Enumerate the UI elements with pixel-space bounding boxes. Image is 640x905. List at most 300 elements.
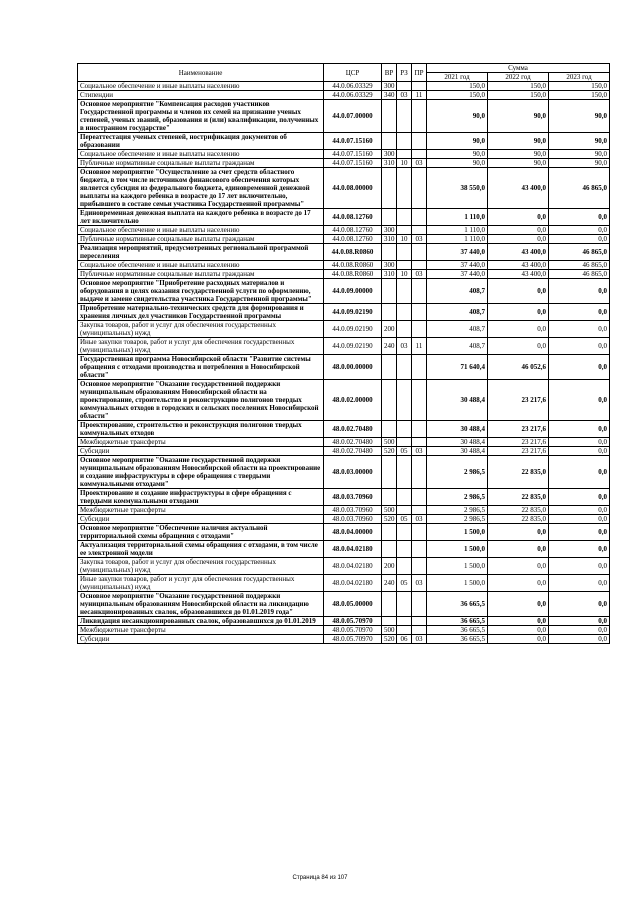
cell-sum-2021: 408,7 xyxy=(427,304,488,321)
cell-sum-2022: 90,0 xyxy=(488,159,549,168)
table-row xyxy=(78,150,610,159)
cell-rz xyxy=(397,592,412,617)
cell-sum-2022: 43 400,0 xyxy=(488,244,549,261)
cell-pr xyxy=(412,304,427,321)
cell-csr: 48.0.03.70960 xyxy=(324,489,382,506)
cell-vr: 310 xyxy=(382,270,397,279)
cell-pr xyxy=(412,244,427,261)
cell-rz xyxy=(397,421,412,438)
cell-name: Актуализация территориальной схемы обращения с отходами, в том числе ее электронной модели xyxy=(78,541,324,558)
cell-sum-2022: 0,0 xyxy=(488,209,549,226)
cell-name: Субсидии xyxy=(78,447,324,456)
cell-rz xyxy=(397,438,412,447)
cell-sum-2021: 1 500,0 xyxy=(427,575,488,592)
cell-name: Социальное обеспечение и иные выплаты населению xyxy=(78,150,324,159)
cell-sum-2023: 150,0 xyxy=(549,82,610,91)
cell-sum-2022: 150,0 xyxy=(488,91,549,100)
cell-sum-2021: 2 986,5 xyxy=(427,489,488,506)
cell-csr: 48.0.04.02180 xyxy=(324,575,382,592)
cell-csr: 48.0.05.70970 xyxy=(324,635,382,644)
cell-name: Проектирование, строительство и реконструкция полигонов твердых коммунальных отходов xyxy=(78,421,324,438)
cell-csr: 44.0.08.R0860 xyxy=(324,244,382,261)
cell-pr xyxy=(412,279,427,304)
cell-vr xyxy=(382,279,397,304)
cell-sum-2022: 0,0 xyxy=(488,592,549,617)
cell-name: Основное мероприятие "Оказание государственной поддержки муниципальным образованиям Новосибирской области на проектирование, строительство и реконструкцию полигонов твердых коммунальных отходов в городских и сельских поселениях Новосибирской области" xyxy=(78,380,324,421)
cell-sum-2021: 1 500,0 xyxy=(427,541,488,558)
cell-sum-2021: 37 440,0 xyxy=(427,261,488,270)
cell-csr: 44.0.09.02190 xyxy=(324,338,382,355)
cell-name: Основное мероприятие "Обеспечение наличия актуальной территориальной схемы обращения с отходами" xyxy=(78,524,324,541)
cell-sum-2023: 90,0 xyxy=(549,150,610,159)
cell-rz xyxy=(397,100,412,133)
cell-pr: 11 xyxy=(412,338,427,355)
cell-name: Субсидии xyxy=(78,515,324,524)
cell-name: Стипендии xyxy=(78,91,324,100)
cell-rz xyxy=(397,321,412,338)
cell-vr xyxy=(382,244,397,261)
cell-name: Социальное обеспечение и иные выплаты населению xyxy=(78,226,324,235)
cell-sum-2022: 90,0 xyxy=(488,100,549,133)
table-row xyxy=(78,506,610,515)
cell-sum-2022: 43 400,0 xyxy=(488,270,549,279)
cell-sum-2023: 150,0 xyxy=(549,91,610,100)
cell-vr xyxy=(382,100,397,133)
cell-csr: 44.0.06.03329 xyxy=(324,91,382,100)
cell-sum-2022: 22 835,0 xyxy=(488,506,549,515)
cell-pr xyxy=(412,489,427,506)
cell-sum-2022: 0,0 xyxy=(488,626,549,635)
table-row xyxy=(78,456,610,489)
cell-vr xyxy=(382,524,397,541)
cell-name: Социальное обеспечение и иные выплаты населению xyxy=(78,261,324,270)
cell-name: Публичные нормативные социальные выплаты гражданам xyxy=(78,159,324,168)
table-row xyxy=(78,421,610,438)
budget-table xyxy=(77,63,610,644)
cell-sum-2021: 37 440,0 xyxy=(427,270,488,279)
cell-sum-2021: 30 488,4 xyxy=(427,421,488,438)
header-csr: ЦСР xyxy=(324,64,382,82)
cell-rz xyxy=(397,558,412,575)
table-body xyxy=(78,82,610,644)
cell-pr xyxy=(412,617,427,626)
cell-sum-2023: 0,0 xyxy=(549,575,610,592)
cell-rz xyxy=(397,626,412,635)
cell-sum-2022: 150,0 xyxy=(488,82,549,91)
cell-sum-2021: 2 986,5 xyxy=(427,515,488,524)
cell-sum-2023: 0,0 xyxy=(549,506,610,515)
table-row xyxy=(78,447,610,456)
cell-csr: 44.0.09.02190 xyxy=(324,321,382,338)
cell-sum-2022: 46 052,6 xyxy=(488,355,549,380)
cell-rz xyxy=(397,617,412,626)
cell-sum-2021: 30 488,4 xyxy=(427,438,488,447)
table-row xyxy=(78,209,610,226)
cell-rz: 05 xyxy=(397,575,412,592)
cell-vr xyxy=(382,355,397,380)
cell-csr: 44.0.08.R0860 xyxy=(324,261,382,270)
cell-pr: 03 xyxy=(412,270,427,279)
cell-csr: 44.0.06.03329 xyxy=(324,82,382,91)
table-row xyxy=(78,617,610,626)
cell-pr xyxy=(412,438,427,447)
cell-sum-2021: 1 110,0 xyxy=(427,235,488,244)
table-row xyxy=(78,304,610,321)
cell-sum-2021: 1 500,0 xyxy=(427,558,488,575)
header-name: Наименование xyxy=(78,64,324,82)
cell-rz xyxy=(397,456,412,489)
table-row xyxy=(78,558,610,575)
cell-sum-2023: 0,0 xyxy=(549,338,610,355)
cell-sum-2021: 90,0 xyxy=(427,100,488,133)
cell-csr: 48.0.05.00000 xyxy=(324,592,382,617)
cell-sum-2022: 23 217,6 xyxy=(488,447,549,456)
cell-pr: 03 xyxy=(412,635,427,644)
page-number: Страница 84 из 107 xyxy=(292,875,348,881)
budget-table-container xyxy=(77,63,609,644)
cell-csr: 48.0.05.70970 xyxy=(324,617,382,626)
cell-name: Проектирование и создание инфраструктуры в сфере обращения с твердыми коммунальными отходами xyxy=(78,489,324,506)
cell-pr xyxy=(412,506,427,515)
cell-rz: 03 xyxy=(397,91,412,100)
cell-sum-2022: 0,0 xyxy=(488,524,549,541)
cell-sum-2021: 30 488,4 xyxy=(427,447,488,456)
cell-sum-2021: 2 986,5 xyxy=(427,506,488,515)
header-2022: 2022 год xyxy=(488,73,549,82)
table-row xyxy=(78,489,610,506)
cell-rz xyxy=(397,279,412,304)
cell-vr: 300 xyxy=(382,150,397,159)
cell-vr: 500 xyxy=(382,438,397,447)
cell-sum-2021: 36 665,5 xyxy=(427,635,488,644)
cell-sum-2022: 22 835,0 xyxy=(488,489,549,506)
table-row xyxy=(78,438,610,447)
cell-sum-2023: 0,0 xyxy=(549,447,610,456)
cell-vr: 300 xyxy=(382,261,397,270)
cell-sum-2023: 90,0 xyxy=(549,133,610,150)
cell-rz: 10 xyxy=(397,270,412,279)
cell-vr: 200 xyxy=(382,321,397,338)
cell-sum-2023: 0,0 xyxy=(549,558,610,575)
header-pr: ПР xyxy=(412,64,427,82)
cell-sum-2023: 0,0 xyxy=(549,489,610,506)
cell-sum-2022: 23 217,6 xyxy=(488,421,549,438)
cell-vr: 340 xyxy=(382,91,397,100)
table-row xyxy=(78,524,610,541)
cell-csr: 48.0.03.70960 xyxy=(324,515,382,524)
cell-rz xyxy=(397,133,412,150)
cell-csr: 44.0.08.12760 xyxy=(324,226,382,235)
cell-vr: 300 xyxy=(382,82,397,91)
table-row xyxy=(78,270,610,279)
cell-name: Закупка товаров, работ и услуг для обеспечения государственных (муниципальных) нужд xyxy=(78,558,324,575)
cell-sum-2021: 38 550,0 xyxy=(427,168,488,209)
cell-sum-2023: 0,0 xyxy=(549,355,610,380)
table-row xyxy=(78,235,610,244)
cell-rz: 05 xyxy=(397,515,412,524)
cell-name: Иные закупки товаров, работ и услуг для обеспечения государственных (муниципальных) нужд xyxy=(78,338,324,355)
cell-vr xyxy=(382,421,397,438)
cell-csr: 48.0.04.00000 xyxy=(324,524,382,541)
cell-sum-2023: 0,0 xyxy=(549,626,610,635)
cell-vr: 240 xyxy=(382,338,397,355)
cell-name: Социальное обеспечение и иные выплаты населению xyxy=(78,82,324,91)
cell-sum-2022: 0,0 xyxy=(488,226,549,235)
cell-sum-2023: 46 865,0 xyxy=(549,261,610,270)
cell-csr: 44.0.09.00000 xyxy=(324,279,382,304)
cell-sum-2022: 0,0 xyxy=(488,304,549,321)
cell-vr xyxy=(382,617,397,626)
cell-sum-2023: 0,0 xyxy=(549,617,610,626)
cell-sum-2022: 43 400,0 xyxy=(488,168,549,209)
cell-vr xyxy=(382,133,397,150)
cell-rz xyxy=(397,506,412,515)
cell-sum-2021: 90,0 xyxy=(427,150,488,159)
cell-csr: 48.0.00.00000 xyxy=(324,355,382,380)
cell-name: Публичные нормативные социальные выплаты гражданам xyxy=(78,270,324,279)
cell-rz xyxy=(397,226,412,235)
cell-sum-2023: 0,0 xyxy=(549,321,610,338)
cell-sum-2022: 0,0 xyxy=(488,558,549,575)
cell-rz xyxy=(397,209,412,226)
cell-vr xyxy=(382,304,397,321)
cell-pr: 11 xyxy=(412,91,427,100)
table-row xyxy=(78,355,610,380)
cell-rz xyxy=(397,82,412,91)
cell-sum-2022: 90,0 xyxy=(488,150,549,159)
cell-csr: 48.0.03.70960 xyxy=(324,506,382,515)
header-sum: Сумма xyxy=(427,64,610,73)
cell-sum-2022: 0,0 xyxy=(488,635,549,644)
cell-name: Публичные нормативные социальные выплаты гражданам xyxy=(78,235,324,244)
cell-rz xyxy=(397,150,412,159)
cell-name: Реализация мероприятий, предусмотренных региональной программой переселения xyxy=(78,244,324,261)
cell-sum-2022: 0,0 xyxy=(488,279,549,304)
cell-rz xyxy=(397,355,412,380)
cell-sum-2021: 150,0 xyxy=(427,82,488,91)
cell-sum-2023: 46 865,0 xyxy=(549,270,610,279)
cell-pr xyxy=(412,524,427,541)
cell-pr xyxy=(412,133,427,150)
cell-sum-2023: 46 865,0 xyxy=(549,168,610,209)
table-row xyxy=(78,541,610,558)
cell-pr xyxy=(412,380,427,421)
table-row xyxy=(78,91,610,100)
cell-sum-2023: 0,0 xyxy=(549,235,610,244)
cell-name: Иные закупки товаров, работ и услуг для обеспечения государственных (муниципальных) нужд xyxy=(78,575,324,592)
cell-pr xyxy=(412,541,427,558)
cell-pr xyxy=(412,558,427,575)
cell-rz: 10 xyxy=(397,159,412,168)
cell-sum-2023: 0,0 xyxy=(549,421,610,438)
header-rz: РЗ xyxy=(397,64,412,82)
cell-rz xyxy=(397,304,412,321)
cell-rz: 06 xyxy=(397,635,412,644)
cell-vr xyxy=(382,592,397,617)
cell-pr xyxy=(412,421,427,438)
table-row xyxy=(78,626,610,635)
cell-sum-2023: 0,0 xyxy=(549,635,610,644)
table-row xyxy=(78,168,610,209)
cell-sum-2021: 408,7 xyxy=(427,279,488,304)
cell-sum-2021: 150,0 xyxy=(427,91,488,100)
cell-pr xyxy=(412,261,427,270)
cell-sum-2022: 0,0 xyxy=(488,541,549,558)
cell-name: Межбюджетные трансферты xyxy=(78,626,324,635)
cell-pr xyxy=(412,209,427,226)
header-2023: 2023 год xyxy=(549,73,610,82)
table-row xyxy=(78,100,610,133)
table-row xyxy=(78,261,610,270)
cell-pr: 03 xyxy=(412,447,427,456)
cell-csr: 44.0.07.15160 xyxy=(324,150,382,159)
table-row xyxy=(78,133,610,150)
table-row xyxy=(78,321,610,338)
cell-name: Ликвидация несанкционированных свалок, образовавшихся до 01.01.2019 xyxy=(78,617,324,626)
cell-vr: 200 xyxy=(382,558,397,575)
cell-pr xyxy=(412,456,427,489)
cell-vr xyxy=(382,380,397,421)
cell-csr: 48.0.02.00000 xyxy=(324,380,382,421)
cell-sum-2021: 90,0 xyxy=(427,159,488,168)
cell-sum-2023: 0,0 xyxy=(549,592,610,617)
cell-pr: 03 xyxy=(412,575,427,592)
table-row xyxy=(78,575,610,592)
table-row xyxy=(78,338,610,355)
cell-sum-2023: 46 865,0 xyxy=(549,244,610,261)
cell-sum-2022: 22 835,0 xyxy=(488,515,549,524)
cell-sum-2022: 90,0 xyxy=(488,133,549,150)
cell-vr: 310 xyxy=(382,235,397,244)
table-row xyxy=(78,82,610,91)
cell-pr xyxy=(412,226,427,235)
table-row xyxy=(78,279,610,304)
cell-name: Основное мероприятие "Компенсация расходов участников Государственной программы и членов их семей на признание ученых степеней, ученых званий, образования и (или) квалификации, полученных в иностранном государстве" xyxy=(78,100,324,133)
cell-vr: 500 xyxy=(382,626,397,635)
cell-vr xyxy=(382,456,397,489)
cell-pr xyxy=(412,355,427,380)
cell-sum-2021: 1 110,0 xyxy=(427,226,488,235)
cell-vr: 520 xyxy=(382,515,397,524)
cell-sum-2021: 1 110,0 xyxy=(427,209,488,226)
cell-name: Основное мероприятие "Осуществление за счет средств областного бюджета, в том числе источником финансового обеспечения которых является субсидия из федерального бюджета, единовременной денежной выплаты на каждого ребенка в возрасте до 17 лет включительно, прибывшего в составе семьи участника Государственной программы" xyxy=(78,168,324,209)
cell-pr xyxy=(412,592,427,617)
cell-name: Межбюджетные трансферты xyxy=(78,506,324,515)
cell-rz: 03 xyxy=(397,338,412,355)
cell-csr: 48.0.02.70480 xyxy=(324,447,382,456)
header-vr: ВР xyxy=(382,64,397,82)
cell-vr: 310 xyxy=(382,159,397,168)
cell-csr: 44.0.08.R0860 xyxy=(324,270,382,279)
cell-name: Основное мероприятие "Приобретение расходных материалов и оборудования в целях оказания государственной услуги по оформлению, выдаче и замене свидетельства участника Государственной программы" xyxy=(78,279,324,304)
cell-rz: 05 xyxy=(397,447,412,456)
table-row xyxy=(78,515,610,524)
cell-sum-2021: 408,7 xyxy=(427,338,488,355)
cell-csr: 44.0.09.02190 xyxy=(324,304,382,321)
cell-vr: 500 xyxy=(382,506,397,515)
cell-sum-2023: 0,0 xyxy=(549,438,610,447)
cell-sum-2022: 22 835,0 xyxy=(488,456,549,489)
table-row xyxy=(78,159,610,168)
table-row xyxy=(78,592,610,617)
cell-rz: 10 xyxy=(397,235,412,244)
cell-sum-2021: 30 488,4 xyxy=(427,380,488,421)
cell-csr: 48.0.02.70480 xyxy=(324,421,382,438)
cell-name: Приобретение материально-технических средств для формирования и хранения личных дел участников Государственной программы xyxy=(78,304,324,321)
cell-csr: 48.0.04.02180 xyxy=(324,541,382,558)
cell-vr: 300 xyxy=(382,226,397,235)
cell-name: Закупка товаров, работ и услуг для обеспечения государственных (муниципальных) нужд xyxy=(78,321,324,338)
cell-rz xyxy=(397,380,412,421)
cell-rz xyxy=(397,541,412,558)
cell-vr xyxy=(382,209,397,226)
cell-sum-2023: 0,0 xyxy=(549,226,610,235)
cell-pr: 03 xyxy=(412,159,427,168)
cell-csr: 48.0.04.02180 xyxy=(324,558,382,575)
cell-sum-2021: 90,0 xyxy=(427,133,488,150)
cell-csr: 44.0.08.12760 xyxy=(324,209,382,226)
cell-sum-2023: 0,0 xyxy=(549,524,610,541)
table-row xyxy=(78,226,610,235)
cell-pr xyxy=(412,100,427,133)
cell-sum-2021: 71 640,4 xyxy=(427,355,488,380)
cell-csr: 48.0.03.00000 xyxy=(324,456,382,489)
cell-csr: 48.0.05.70970 xyxy=(324,626,382,635)
cell-vr xyxy=(382,541,397,558)
cell-sum-2022: 0,0 xyxy=(488,617,549,626)
cell-sum-2022: 23 217,6 xyxy=(488,438,549,447)
cell-name: Единовременная денежная выплата на каждого ребенка в возрасте до 17 лет включительно xyxy=(78,209,324,226)
cell-sum-2021: 36 665,5 xyxy=(427,617,488,626)
cell-sum-2023: 0,0 xyxy=(549,380,610,421)
cell-vr xyxy=(382,168,397,209)
cell-rz xyxy=(397,524,412,541)
cell-sum-2021: 37 440,0 xyxy=(427,244,488,261)
cell-name: Государственная программа Новосибирской области "Развитие системы обращения с отходами производства и потребления в Новосибирской области" xyxy=(78,355,324,380)
cell-csr: 44.0.07.00000 xyxy=(324,100,382,133)
table-row xyxy=(78,380,610,421)
cell-csr: 44.0.08.12760 xyxy=(324,235,382,244)
cell-name: Переаттестация ученых степеней, нострификация документов об образовании xyxy=(78,133,324,150)
cell-rz xyxy=(397,168,412,209)
cell-pr xyxy=(412,321,427,338)
cell-sum-2023: 0,0 xyxy=(549,304,610,321)
cell-pr xyxy=(412,168,427,209)
cell-sum-2023: 0,0 xyxy=(549,456,610,489)
cell-name: Основное мероприятие "Оказание государственной поддержки муниципальным образованиям Новосибирской области на ликвидацию несанкционированных свалок, образовавшихся до 01.01.2019 года" xyxy=(78,592,324,617)
cell-vr: 520 xyxy=(382,635,397,644)
cell-sum-2022: 0,0 xyxy=(488,575,549,592)
cell-pr xyxy=(412,626,427,635)
cell-name: Межбюджетные трансферты xyxy=(78,438,324,447)
cell-csr: 44.0.07.15160 xyxy=(324,133,382,150)
cell-sum-2022: 43 400,0 xyxy=(488,261,549,270)
cell-sum-2023: 0,0 xyxy=(549,209,610,226)
cell-sum-2022: 0,0 xyxy=(488,338,549,355)
cell-sum-2023: 0,0 xyxy=(549,515,610,524)
cell-sum-2021: 36 665,5 xyxy=(427,626,488,635)
cell-sum-2021: 408,7 xyxy=(427,321,488,338)
header-2021: 2021 год xyxy=(427,73,488,82)
cell-sum-2023: 90,0 xyxy=(549,100,610,133)
table-row xyxy=(78,244,610,261)
cell-rz xyxy=(397,261,412,270)
cell-csr: 44.0.07.15160 xyxy=(324,159,382,168)
cell-vr xyxy=(382,489,397,506)
cell-sum-2021: 36 665,5 xyxy=(427,592,488,617)
cell-sum-2022: 0,0 xyxy=(488,321,549,338)
table-row xyxy=(78,635,610,644)
